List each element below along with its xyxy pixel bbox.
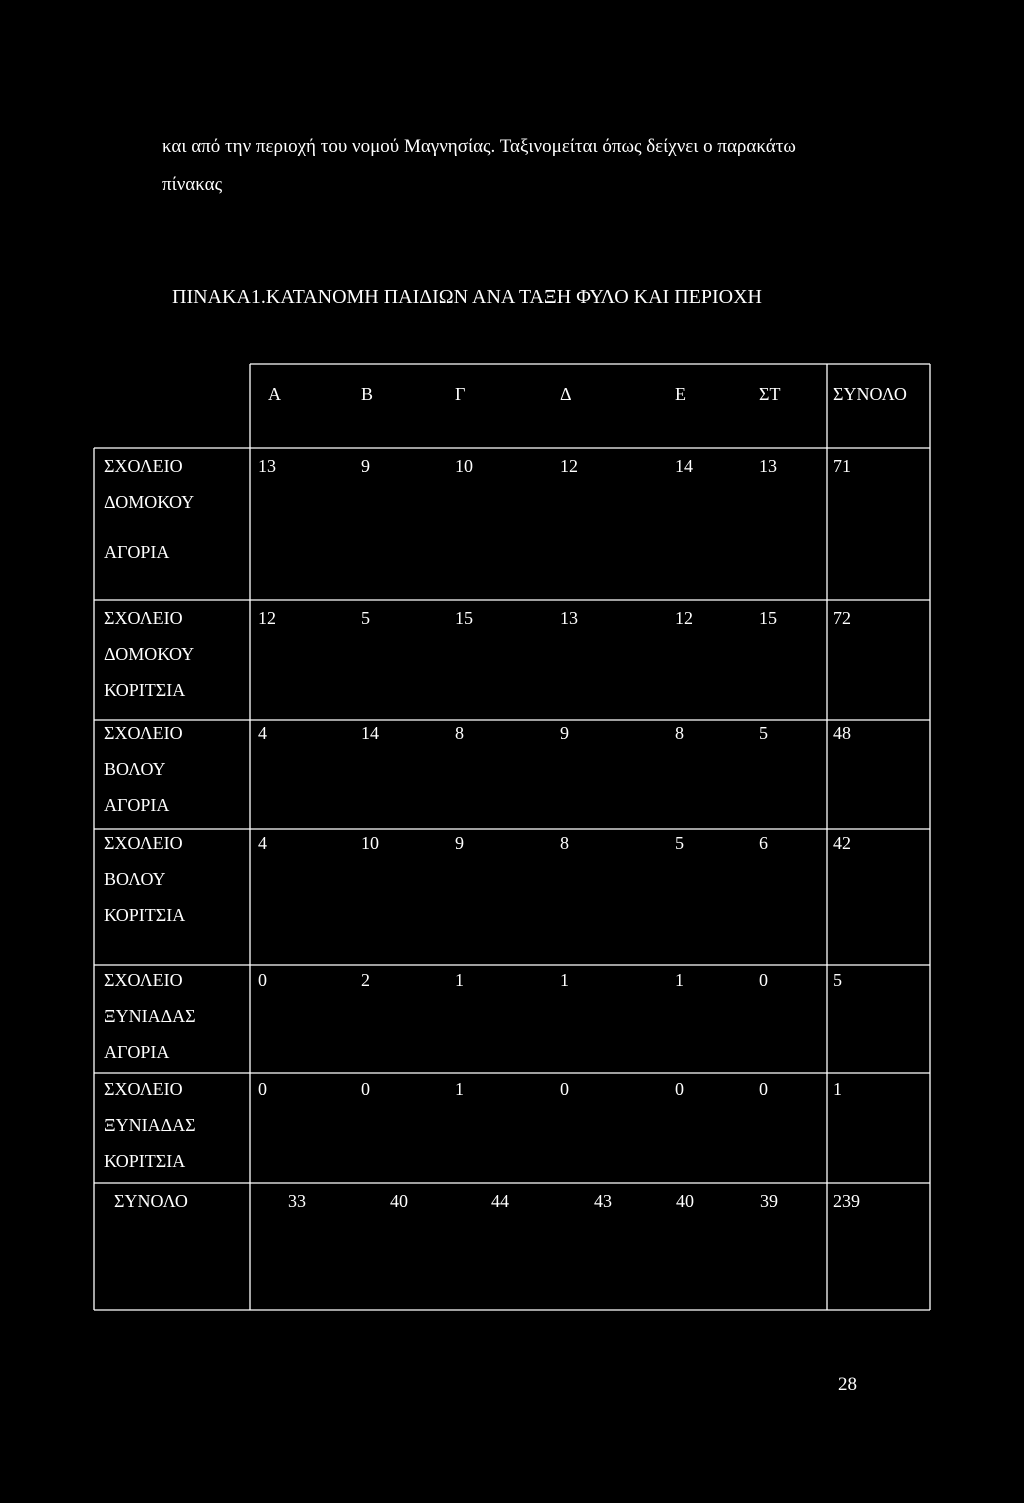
table-cell: 42 [833, 833, 851, 853]
table-cell: 5 [833, 970, 842, 990]
table-cell: 0 [361, 1079, 370, 1099]
row-label: ΣΧΟΛΕΙΟ ΒΟΛΟΥ ΚΟΡΙΤΣΙΑ [104, 833, 186, 925]
table-cell: 5 [759, 723, 768, 743]
table-cell: 12 [258, 608, 276, 628]
table-cell: 40 [390, 1191, 408, 1211]
row-label: ΣΧΟΛΕΙΟ ΒΟΛΟΥ ΑΓΟΡΙΑ [104, 723, 183, 815]
table-cell: 39 [760, 1191, 778, 1211]
table-cell: 2 [361, 970, 370, 990]
table-cell: 15 [455, 608, 473, 628]
table-cell: 15 [759, 608, 777, 628]
table-cell: 5 [361, 608, 370, 628]
table-cell: 8 [675, 723, 684, 743]
table-cell: 4 [258, 833, 267, 853]
table-cell: 33 [288, 1191, 306, 1211]
table-cell: 0 [759, 1079, 768, 1099]
table-cell: 13 [759, 456, 777, 476]
table-cell: 1 [455, 970, 464, 990]
table-cell: 4 [258, 723, 267, 743]
table-cell: 43 [594, 1191, 612, 1211]
table-cell: 1 [455, 1079, 464, 1099]
table-cell: 12 [560, 456, 578, 476]
page-number: 28 [838, 1374, 857, 1395]
intro-line-2: πίνακας [162, 174, 223, 195]
table-cell: 10 [455, 456, 473, 476]
table-cell: 48 [833, 723, 851, 743]
table-cell: 0 [675, 1079, 684, 1099]
table-cell: 44 [491, 1191, 509, 1211]
column-header: ΣΤ [759, 384, 781, 404]
total-label: ΣΥΝΟΛΟ [114, 1191, 188, 1211]
table-cell: 1 [833, 1079, 842, 1099]
table-cell: 0 [258, 970, 267, 990]
table-cell: 1 [675, 970, 684, 990]
table-cell: 71 [833, 456, 851, 476]
table-cell: 0 [258, 1079, 267, 1099]
table-cell: 8 [560, 833, 569, 853]
column-header: Δ [560, 384, 572, 404]
table-cell: 9 [560, 723, 569, 743]
table-cell: 5 [675, 833, 684, 853]
table-cell: 8 [455, 723, 464, 743]
table-cell: 13 [560, 608, 578, 628]
table-title: ΠΙΝΑΚΑ1.ΚΑΤΑΝΟΜΗ ΠΑΙΔΙΩΝ ΑΝΑ ΤΑΞΗ ΦΥΛΟ ΚΑΙ ΠΕΡΙΟΧΗ [172, 286, 762, 308]
table-cell: 14 [675, 456, 693, 476]
table-cell: 9 [361, 456, 370, 476]
table-cell: 1 [560, 970, 569, 990]
row-label: ΣΧΟΛΕΙΟ ΔΟΜΟΚΟΥ ΚΟΡΙΤΣΙΑ [104, 608, 195, 700]
table-cell: 9 [455, 833, 464, 853]
table-cell: 13 [258, 456, 276, 476]
column-header: Β [361, 384, 374, 404]
table-cell: 239 [833, 1191, 860, 1211]
table-cell: 6 [759, 833, 768, 853]
table-cell: 12 [675, 608, 693, 628]
column-header: ΣΥΝΟΛΟ [833, 384, 907, 404]
column-header: Ε [675, 384, 686, 404]
table-cell: 0 [560, 1079, 569, 1099]
row-label: ΣΧΟΛΕΙΟ ΔΟΜΟΚΟΥ ΑΓΟΡΙΑ [104, 456, 195, 562]
table-cell: 0 [759, 970, 768, 990]
column-header: Α [268, 384, 281, 404]
row-label: ΣΧΟΛΕΙΟ ΞΥΝΙΑΔΑΣ ΚΟΡΙΤΣΙΑ [104, 1079, 196, 1171]
intro-line-1: και από την περιοχή του νομού Μαγνησίας. Ταξινομείται όπως δείχνει ο παρακάτω [162, 136, 796, 157]
column-header: Γ [455, 384, 466, 404]
table-cell: 72 [833, 608, 851, 628]
table-cell: 14 [361, 723, 379, 743]
row-label: ΣΧΟΛΕΙΟ ΞΥΝΙΑΔΑΣ ΑΓΟΡΙΑ [104, 970, 196, 1062]
table-cell: 40 [676, 1191, 694, 1211]
intro-paragraph [162, 128, 882, 204]
table-cell: 10 [361, 833, 379, 853]
